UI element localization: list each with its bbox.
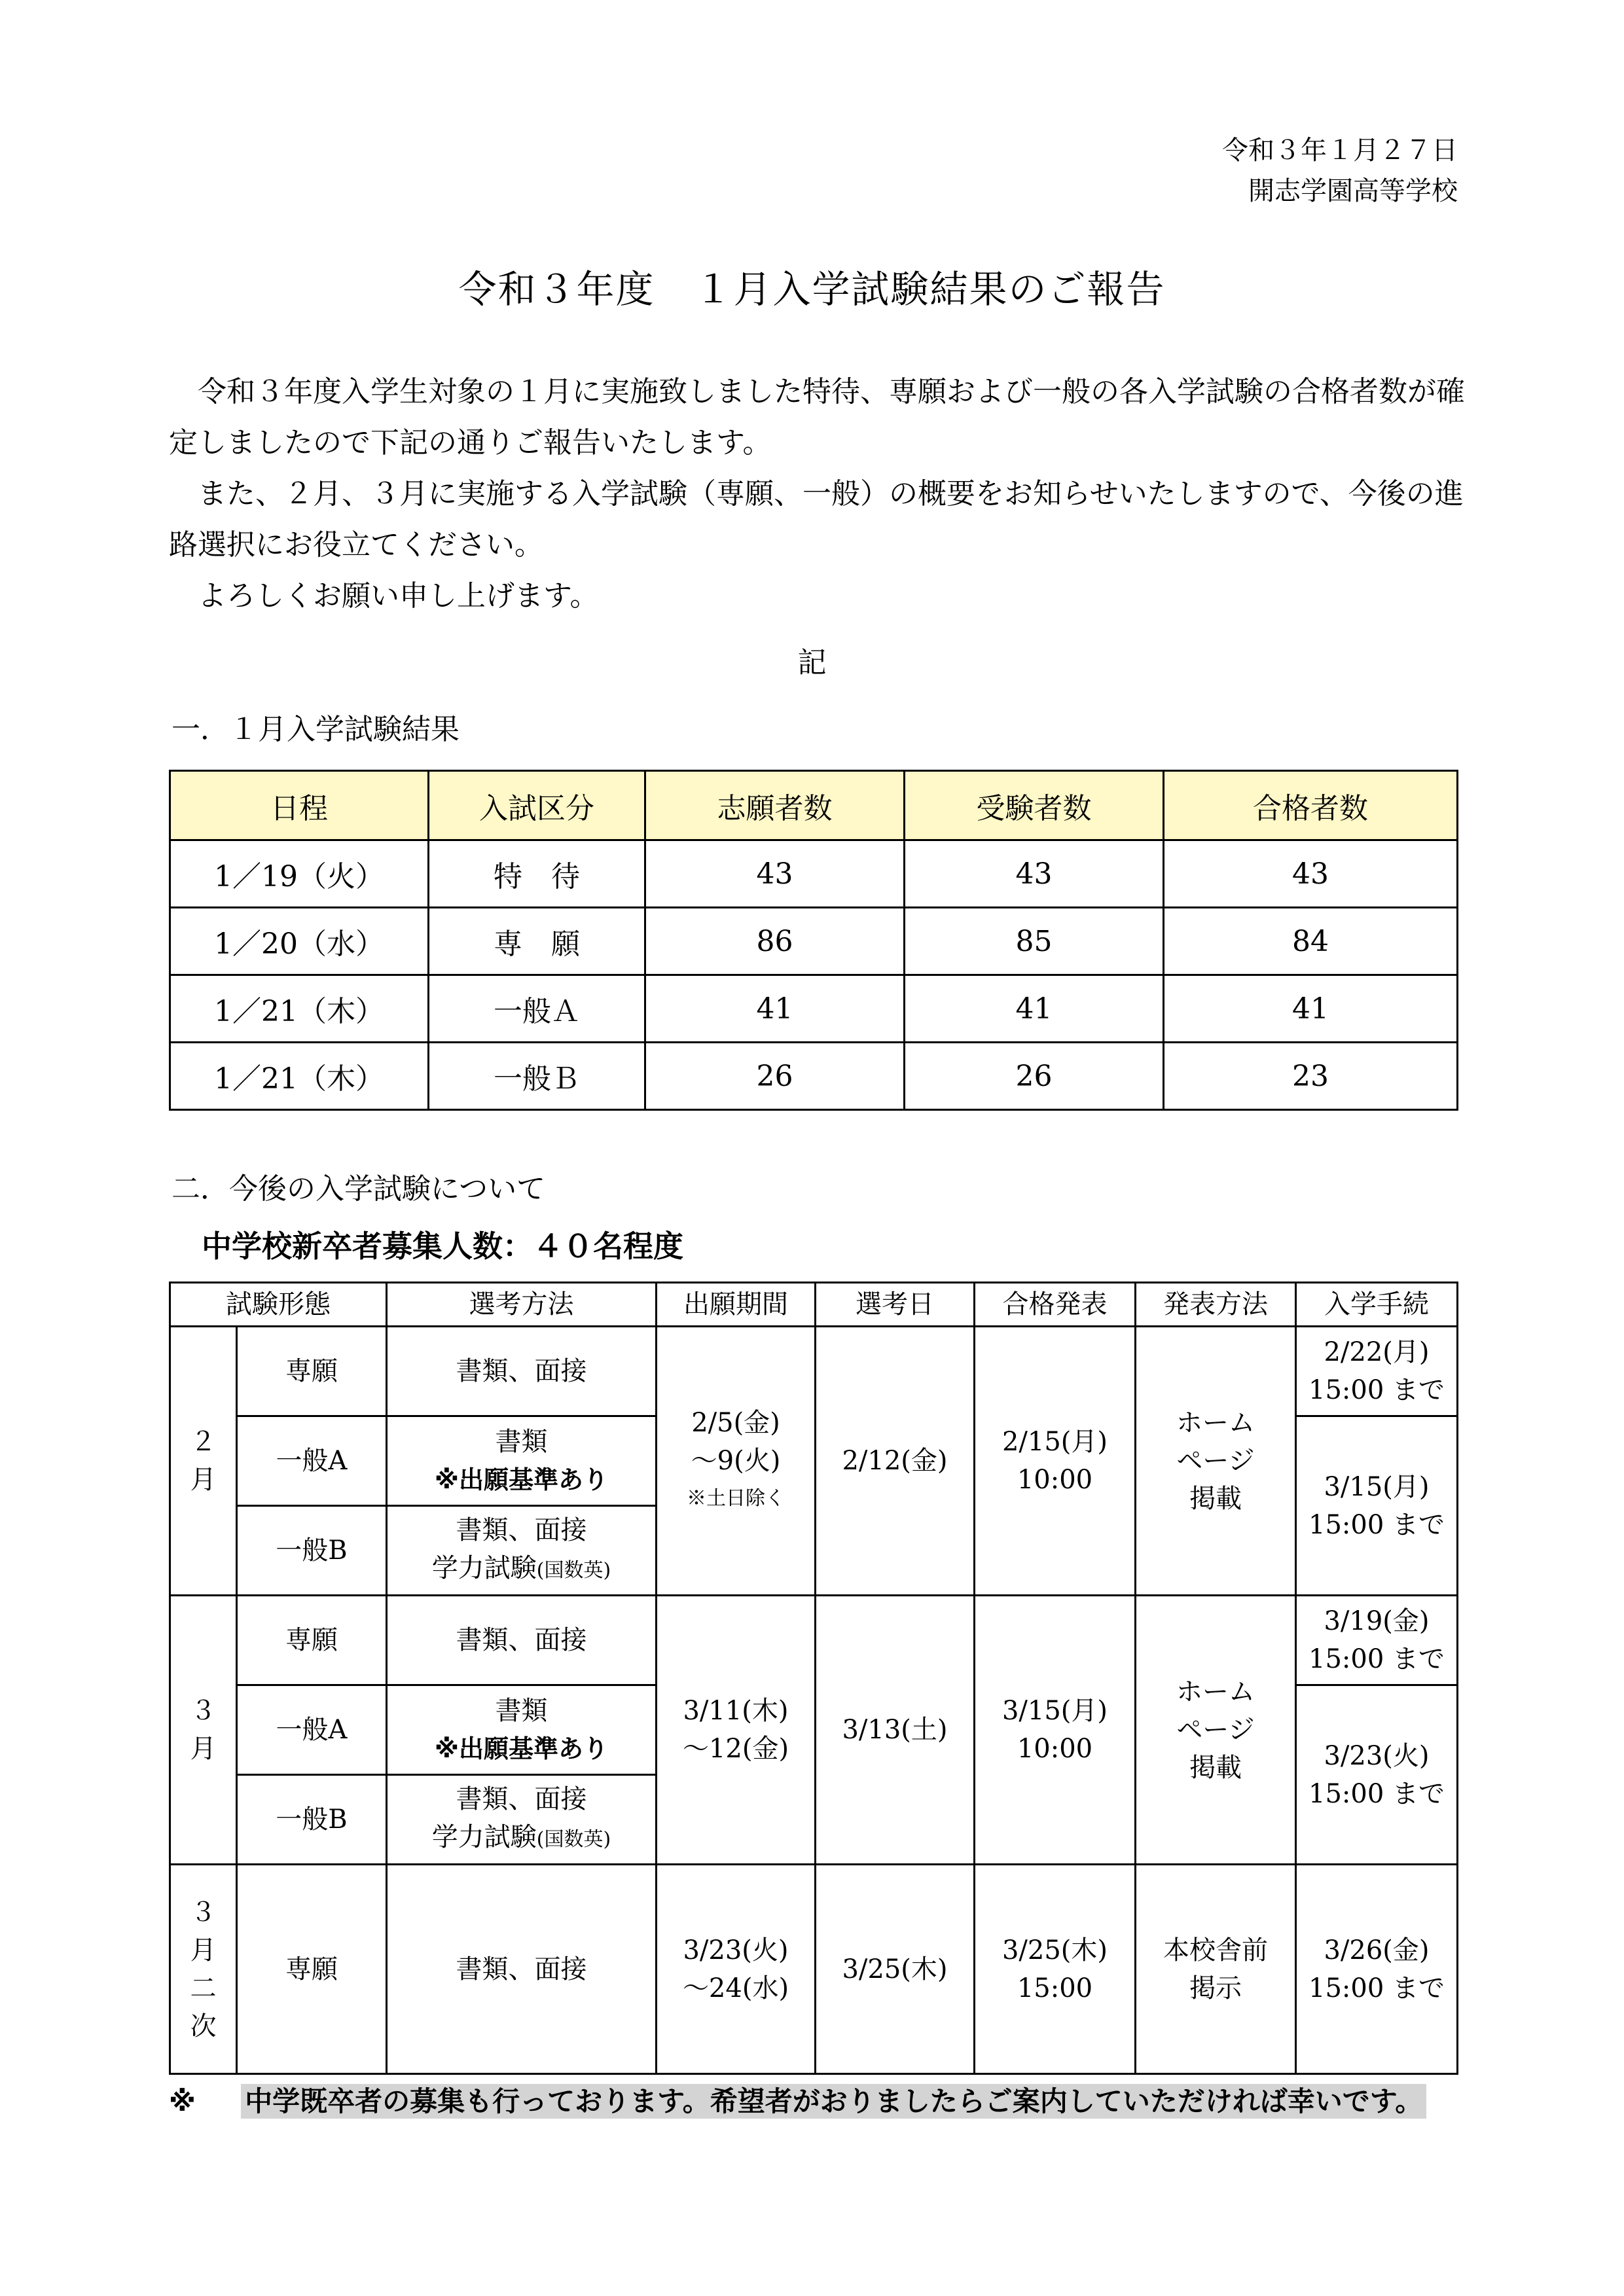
header-cell: 受験者数 bbox=[905, 771, 1164, 840]
table-row bbox=[170, 1596, 1458, 1685]
method-cell: 書類、面接 bbox=[387, 1865, 657, 2074]
announce-method-cell: ホーム ページ 掲載 bbox=[1136, 1327, 1296, 1596]
result-time: 10:00 bbox=[1017, 1734, 1093, 1764]
table-cell: 特 待 bbox=[429, 840, 645, 908]
header-cell: 日程 bbox=[170, 771, 429, 840]
result-date: 2/15(月) bbox=[1001, 1427, 1108, 1457]
method-text: 書類 bbox=[495, 1696, 548, 1726]
method-text-2 bbox=[388, 1549, 655, 1590]
procedure-cell bbox=[1296, 1596, 1458, 1685]
period-start: 2/5(金) bbox=[691, 1408, 780, 1438]
header-cell: 選考方法 bbox=[387, 1283, 657, 1327]
exam-date-cell: 3/25(木) bbox=[816, 1865, 975, 2074]
table-cell: 41 bbox=[905, 975, 1164, 1043]
procedure-time: 15:00 まで bbox=[1308, 1644, 1445, 1674]
type-cell: 一般B bbox=[237, 1506, 387, 1596]
header-cell: 出願期間 bbox=[657, 1283, 816, 1327]
procedure-time: 15:00 まで bbox=[1308, 1509, 1445, 1540]
exam-date-cell: 3/13(土) bbox=[816, 1596, 975, 1865]
table-cell: 86 bbox=[645, 908, 905, 975]
header-cell: 志願者数 bbox=[645, 771, 905, 840]
table-row bbox=[170, 1865, 1458, 2074]
header-cell: 試験形態 bbox=[170, 1283, 387, 1327]
header-cell: 合格者数 bbox=[1164, 771, 1458, 840]
table-cell: 41 bbox=[645, 975, 905, 1043]
period-end: ～12(金) bbox=[682, 1734, 789, 1764]
result-date: 3/25(木) bbox=[1001, 1935, 1108, 1965]
recruitment-count: 中学校新卒者募集人数：４０名程度 bbox=[202, 1229, 683, 1264]
table-cell: 41 bbox=[1164, 975, 1458, 1043]
method-note: ※出願基準あり bbox=[435, 1465, 608, 1494]
method-note: ※出願基準あり bbox=[435, 1734, 608, 1763]
table-cell: 1／20（水） bbox=[170, 908, 429, 975]
announce-method-cell: 本校舎前 掲示 bbox=[1136, 1865, 1296, 2074]
type-cell: 一般A bbox=[237, 1416, 387, 1506]
procedure-cell bbox=[1296, 1865, 1458, 2074]
header-cell: 発表方法 bbox=[1136, 1283, 1296, 1327]
method-subjects: (国数英) bbox=[536, 1559, 611, 1582]
result-cell bbox=[975, 1327, 1136, 1596]
period-cell bbox=[657, 1865, 816, 2074]
procedure-date: 3/26(金) bbox=[1324, 1935, 1430, 1965]
announce-method-cell: ホーム ページ 掲載 bbox=[1136, 1596, 1296, 1865]
method-exam: 学力試験 bbox=[431, 1553, 537, 1583]
month-cell-feb: ２ 月 bbox=[170, 1327, 237, 1596]
type-cell: 専願 bbox=[237, 1327, 387, 1416]
table-row bbox=[170, 975, 1458, 1043]
period-start: 3/11(木) bbox=[683, 1696, 789, 1726]
type-cell: 一般A bbox=[237, 1685, 387, 1775]
period-end: ～9(火) bbox=[691, 1446, 781, 1476]
result-time: 10:00 bbox=[1017, 1465, 1093, 1495]
procedure-date: 3/23(火) bbox=[1324, 1740, 1430, 1771]
document-title: 令和３年度 １月入学試験結果のご報告 bbox=[458, 267, 1166, 312]
method-cell bbox=[387, 1416, 657, 1506]
table-header-row bbox=[170, 1283, 1458, 1327]
type-cell: 一般B bbox=[237, 1775, 387, 1865]
procedure-cell bbox=[1296, 1327, 1458, 1416]
table-cell: 専 願 bbox=[429, 908, 645, 975]
table-row bbox=[170, 908, 1458, 975]
footnote-text: 中学既卒者の募集も行っております。希望者がおりましたらご案内していただければ幸いです。 bbox=[241, 2084, 1426, 2119]
method-text-2 bbox=[388, 1818, 655, 1859]
table-cell: 85 bbox=[905, 908, 1164, 975]
upcoming-exams-table bbox=[169, 1282, 1458, 2075]
table-cell: 43 bbox=[645, 840, 905, 908]
result-cell bbox=[975, 1596, 1136, 1865]
intro-paragraph-3: よろしくお願い申し上げます。 bbox=[169, 579, 599, 613]
method-cell: 書類、面接 bbox=[387, 1596, 657, 1685]
table-cell: 26 bbox=[905, 1043, 1164, 1110]
method-text: 書類、面接 bbox=[456, 1515, 587, 1545]
type-cell: 専願 bbox=[237, 1865, 387, 2074]
procedure-date: 3/15(月) bbox=[1324, 1471, 1430, 1502]
type-cell: 専願 bbox=[237, 1596, 387, 1685]
method-text: 書類、面接 bbox=[456, 1784, 587, 1814]
procedure-time: 15:00 まで bbox=[1308, 1778, 1445, 1809]
table-cell: 43 bbox=[1164, 840, 1458, 908]
document-date: 令和３年１月２７日 bbox=[1222, 135, 1458, 166]
section1-heading: 一．１月入学試験結果 bbox=[171, 713, 460, 746]
method-cell bbox=[387, 1775, 657, 1865]
result-cell bbox=[975, 1865, 1136, 2074]
table-cell: 1／21（木） bbox=[170, 1043, 429, 1110]
method-subjects: (国数英) bbox=[536, 1828, 611, 1851]
procedure-time: 15:00 まで bbox=[1308, 1375, 1445, 1405]
procedure-date: 3/19(金) bbox=[1324, 1606, 1430, 1636]
school-name: 開志学園高等学校 bbox=[1248, 176, 1458, 206]
table-cell: 26 bbox=[645, 1043, 905, 1110]
table-row bbox=[170, 1327, 1458, 1416]
procedure-cell bbox=[1296, 1416, 1458, 1596]
table-cell: 43 bbox=[905, 840, 1164, 908]
header-cell: 入学手続 bbox=[1296, 1283, 1458, 1327]
period-start: 3/23(火) bbox=[683, 1935, 789, 1965]
table-cell: 23 bbox=[1164, 1043, 1458, 1110]
table-row bbox=[170, 1043, 1458, 1110]
january-results-table bbox=[169, 770, 1458, 1111]
intro-paragraph-2: また、２月、３月に実施する入学試験（専願、一般）の概要をお知らせいたしますので、今後の進路選択にお役立てください。 bbox=[169, 477, 1464, 562]
method-cell bbox=[387, 1685, 657, 1775]
result-time: 15:00 bbox=[1017, 1973, 1093, 2003]
header-cell: 合格発表 bbox=[975, 1283, 1136, 1327]
table-cell: 84 bbox=[1164, 908, 1458, 975]
exam-date-cell: 2/12(金) bbox=[816, 1327, 975, 1596]
method-exam: 学力試験 bbox=[431, 1822, 537, 1852]
ki-marker: 記 bbox=[797, 646, 827, 679]
procedure-time: 15:00 まで bbox=[1308, 1973, 1445, 2003]
footnote-mark: ※ bbox=[169, 2085, 196, 2117]
method-cell bbox=[387, 1506, 657, 1596]
header-cell: 入試区分 bbox=[429, 771, 645, 840]
procedure-cell bbox=[1296, 1685, 1458, 1865]
procedure-date: 2/22(月) bbox=[1324, 1337, 1430, 1367]
period-end: ～24(水) bbox=[682, 1973, 789, 2003]
month-cell-mar: ３ 月 bbox=[170, 1596, 237, 1865]
table-cell: 一般Ｂ bbox=[429, 1043, 645, 1110]
table-cell: 1／21（木） bbox=[170, 975, 429, 1043]
method-text: 書類 bbox=[495, 1427, 548, 1457]
intro-paragraph-1: 令和３年度入学生対象の１月に実施致しました特待、専願および一般の各入学試験の合格者数が確定しましたので下記の通りご報告いたします。 bbox=[169, 375, 1465, 459]
table-cell: 1／19（火） bbox=[170, 840, 429, 908]
month-cell-mar2: ３ 月 二 次 bbox=[170, 1865, 237, 2074]
period-note: ※土日除く bbox=[687, 1487, 785, 1510]
table-header-row bbox=[170, 771, 1458, 840]
period-cell bbox=[657, 1596, 816, 1865]
table-cell: 一般Ａ bbox=[429, 975, 645, 1043]
period-cell bbox=[657, 1327, 816, 1596]
section2-heading: 二．今後の入学試験について bbox=[171, 1172, 546, 1206]
method-cell: 書類、面接 bbox=[387, 1327, 657, 1416]
table-row bbox=[170, 840, 1458, 908]
result-date: 3/15(月) bbox=[1001, 1696, 1108, 1726]
footnote bbox=[169, 2080, 1426, 2119]
header-cell: 選考日 bbox=[816, 1283, 975, 1327]
